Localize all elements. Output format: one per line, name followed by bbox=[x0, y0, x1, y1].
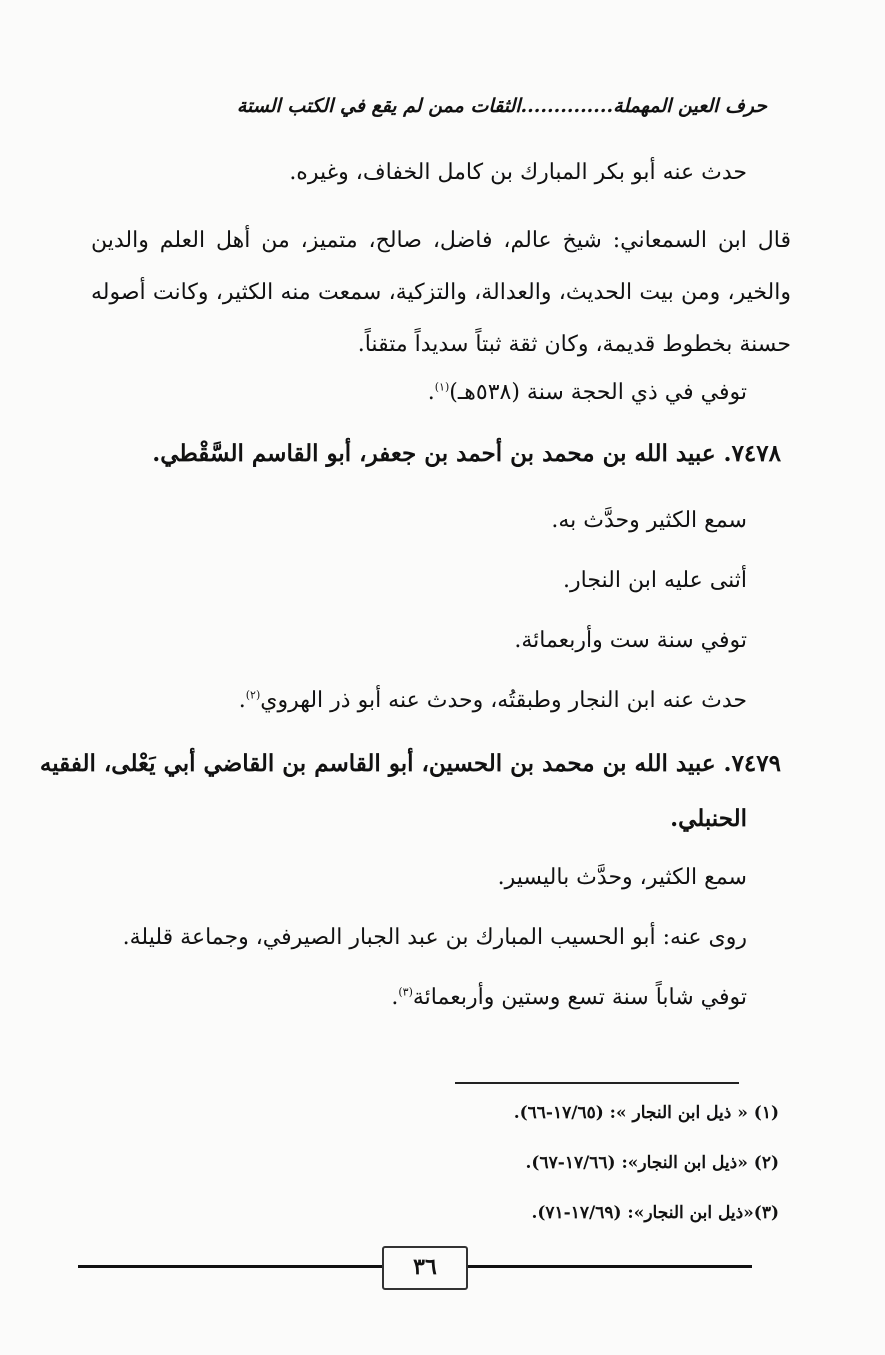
body-text-end: . bbox=[238, 688, 246, 713]
footnote-ref: (٣) bbox=[398, 985, 413, 999]
death-text: توفي في ذي الحجة سنة (٥٣٨هـ) bbox=[449, 380, 747, 405]
entry-heading-7478: ٧٤٧٨. عبيد الله بن محمد بن أحمد بن جعفر، أبو القاسم السَّقْطي. bbox=[152, 440, 781, 467]
footnote-1: (١) « ذيل ابن النجار »: (١٧/٦٥-٦٦). bbox=[513, 1103, 779, 1123]
body-text: حدث عنه ابن النجار وطبقتُه، وحدث عنه أبو ذر الهروي bbox=[260, 688, 747, 713]
body-line: روى عنه: أبو الحسيب المبارك بن عبد الجبار الصيرفي، وجماعة قليلة. bbox=[122, 925, 747, 950]
samani-paragraph: قال ابن السمعاني: شيخ عالم، فاضل، صالح، متميز، من أهل العلم والدين والخير، ومن بيت الحديث، والعدالة، والتزكية، سمعت منه الكثير، وكانت أصوله حسنة بخطوط قديمة، وكان ثقة ثبتاً سديداً متقناً. bbox=[91, 228, 791, 357]
footnote-separator bbox=[455, 1082, 739, 1084]
death-line bbox=[428, 380, 747, 405]
body-line: سمع الكثير، وحدَّث باليسير. bbox=[497, 865, 747, 890]
bottom-rule-left bbox=[78, 1265, 382, 1268]
body-text: توفي شاباً سنة تسع وستين وأربعمائة bbox=[412, 985, 747, 1010]
running-header: حرف العين المهملة..............الثقات ممن لم يقع في الكتب الستة bbox=[236, 95, 767, 117]
page-number: ٣٦ bbox=[382, 1246, 468, 1290]
death-text-end: . bbox=[427, 380, 435, 405]
entry-heading-7479: ٧٤٧٩. عبيد الله بن محمد بن الحسين، أبو القاسم بن القاضي أبي يَعْلى، الفقيه bbox=[39, 750, 781, 777]
body-line: أثنى عليه ابن النجار. bbox=[563, 568, 747, 593]
body-line bbox=[239, 688, 747, 713]
footnote-3: (٣)«ذيل ابن النجار»: (١٧/٦٩-٧١). bbox=[531, 1203, 779, 1223]
body-line: توفي سنة ست وأربعمائة. bbox=[514, 628, 747, 653]
body-line: حدث عنه أبو بكر المبارك بن كامل الخفاف، وغيره. bbox=[289, 160, 747, 185]
entry-heading-7479-cont: الحنبلي. bbox=[670, 805, 747, 832]
footnote-2: (٢) «ذيل ابن النجار»: (١٧/٦٦-٦٧). bbox=[525, 1153, 779, 1173]
footnote-ref: (٢) bbox=[245, 688, 261, 702]
body-text-end: . bbox=[391, 985, 399, 1010]
body-line bbox=[391, 985, 747, 1010]
footnote-ref: (١) bbox=[434, 380, 450, 394]
bottom-rule-right bbox=[468, 1265, 752, 1268]
body-line: سمع الكثير وحدَّث به. bbox=[551, 508, 747, 533]
